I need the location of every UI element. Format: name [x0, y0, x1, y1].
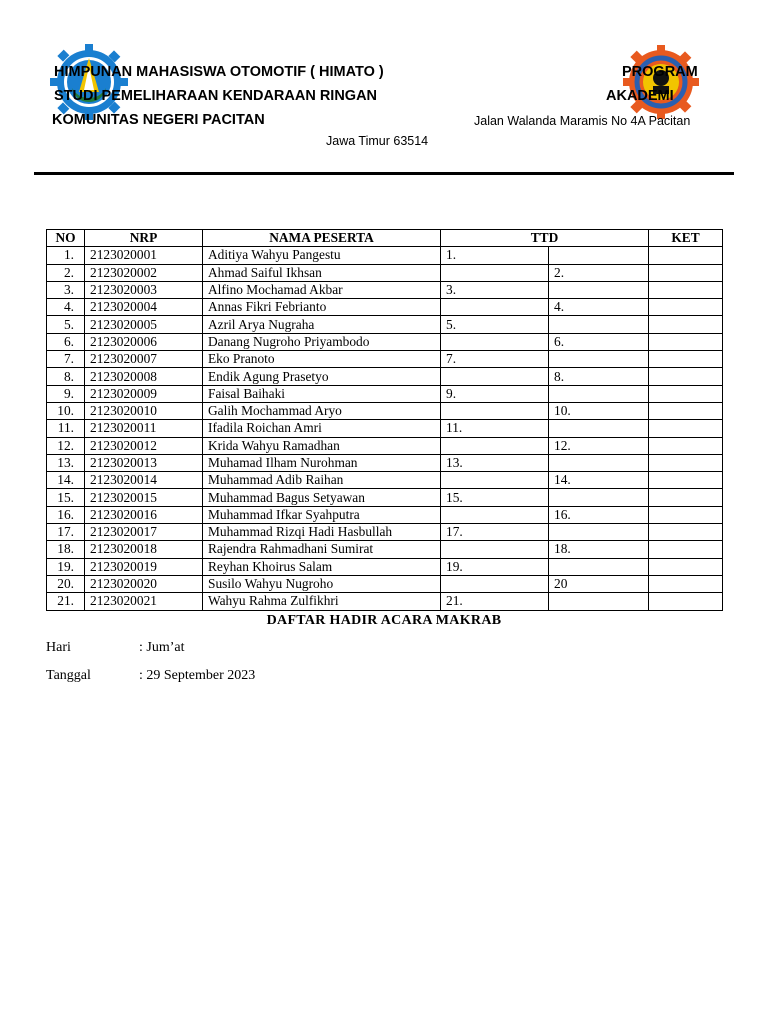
row-ket	[649, 420, 723, 437]
row-signature-right	[549, 281, 649, 298]
header-address-line2: Jawa Timur 63514	[326, 134, 429, 148]
campus-logo	[50, 44, 128, 120]
row-number: 3.	[47, 281, 85, 298]
row-signature-left	[441, 299, 549, 316]
table-row	[47, 472, 723, 489]
row-number: 5.	[47, 316, 85, 333]
row-signature-left	[441, 472, 549, 489]
row-signature-left: 11.	[441, 420, 549, 437]
row-ket	[649, 575, 723, 592]
table-row	[47, 454, 723, 471]
header-line2-right: AKADEMI	[606, 88, 674, 104]
row-ket	[649, 454, 723, 471]
column-header-ket: KET	[649, 230, 723, 247]
row-signature-left: 7.	[441, 351, 549, 368]
row-signature-right: 10.	[549, 402, 649, 419]
row-ket	[649, 437, 723, 454]
row-number: 13.	[47, 454, 85, 471]
row-signature-left: 17.	[441, 524, 549, 541]
row-number: 1.	[47, 247, 85, 264]
row-signature-right	[549, 593, 649, 610]
row-name: Azril Arya Nugraha	[203, 316, 441, 333]
row-ket	[649, 558, 723, 575]
row-nrp: 2123020018	[85, 541, 203, 558]
table-row	[47, 575, 723, 592]
row-ket	[649, 316, 723, 333]
row-number: 11.	[47, 420, 85, 437]
row-signature-right: 4.	[549, 299, 649, 316]
row-signature-left	[441, 368, 549, 385]
document-title: DAFTAR HADIR ACARA MAKRAB	[266, 613, 502, 628]
row-signature-right	[549, 420, 649, 437]
row-nrp: 2123020013	[85, 454, 203, 471]
row-signature-right: 8.	[549, 368, 649, 385]
row-number: 21.	[47, 593, 85, 610]
row-nrp: 2123020019	[85, 558, 203, 575]
table-row	[47, 316, 723, 333]
row-nrp: 2123020015	[85, 489, 203, 506]
row-nrp: 2123020004	[85, 299, 203, 316]
row-name: Rajendra Rahmadhani Sumirat	[203, 541, 441, 558]
row-signature-right	[549, 316, 649, 333]
date-label: Tanggal	[46, 668, 91, 683]
row-signature-left	[441, 575, 549, 592]
row-ket	[649, 524, 723, 541]
attendance-table	[46, 229, 723, 611]
column-header-name: NAMA PESERTA	[203, 230, 441, 247]
row-nrp: 2123020009	[85, 385, 203, 402]
row-signature-left	[441, 541, 549, 558]
row-name: Muhammad Adib Raihan	[203, 472, 441, 489]
row-signature-left	[441, 437, 549, 454]
row-signature-left	[441, 506, 549, 523]
table-row	[47, 437, 723, 454]
row-signature-left: 5.	[441, 316, 549, 333]
row-name: Reyhan Khoirus Salam	[203, 558, 441, 575]
header-address: Jalan Walanda Maramis No 4A Pacitan	[474, 114, 691, 128]
row-nrp: 2123020008	[85, 368, 203, 385]
row-nrp: 2123020001	[85, 247, 203, 264]
table-row	[47, 333, 723, 350]
table-row	[47, 524, 723, 541]
table-row	[47, 489, 723, 506]
row-ket	[649, 506, 723, 523]
row-nrp: 2123020010	[85, 402, 203, 419]
header-line2-left: STUDI PEMELIHARAAN KENDARAAN RINGAN	[54, 88, 378, 104]
row-number: 12.	[47, 437, 85, 454]
row-number: 14.	[47, 472, 85, 489]
row-signature-left: 21.	[441, 593, 549, 610]
row-nrp: 2123020021	[85, 593, 203, 610]
row-number: 8.	[47, 368, 85, 385]
row-ket	[649, 402, 723, 419]
row-ket	[649, 472, 723, 489]
row-name: Galih Mochammad Aryo	[203, 402, 441, 419]
row-signature-left: 3.	[441, 281, 549, 298]
table-row	[47, 402, 723, 419]
row-name: Muhammad Rizqi Hadi Hasbullah	[203, 524, 441, 541]
row-ket	[649, 489, 723, 506]
row-name: Krida Wahyu Ramadhan	[203, 437, 441, 454]
table-row	[47, 281, 723, 298]
row-signature-right	[549, 247, 649, 264]
table-row	[47, 558, 723, 575]
row-signature-right: 6.	[549, 333, 649, 350]
row-signature-right: 12.	[549, 437, 649, 454]
row-number: 10.	[47, 402, 85, 419]
row-signature-right	[549, 385, 649, 402]
row-signature-right: 14.	[549, 472, 649, 489]
table-row	[47, 506, 723, 523]
row-name: Susilo Wahyu Nugroho	[203, 575, 441, 592]
row-name: Annas Fikri Febrianto	[203, 299, 441, 316]
row-nrp: 2123020011	[85, 420, 203, 437]
day-value: : Jum’at	[139, 640, 185, 655]
day-label: Hari	[46, 640, 71, 655]
table-row	[47, 264, 723, 281]
row-signature-right	[549, 558, 649, 575]
row-name: Muhammad Ifkar Syahputra	[203, 506, 441, 523]
table-row	[47, 351, 723, 368]
row-ket	[649, 299, 723, 316]
row-signature-right	[549, 524, 649, 541]
row-nrp: 2123020005	[85, 316, 203, 333]
table-row	[47, 385, 723, 402]
row-nrp: 2123020014	[85, 472, 203, 489]
table-body	[47, 247, 723, 610]
row-signature-right: 18.	[549, 541, 649, 558]
row-number: 6.	[47, 333, 85, 350]
row-signature-left: 1.	[441, 247, 549, 264]
row-ket	[649, 264, 723, 281]
row-signature-left	[441, 264, 549, 281]
table-row	[47, 541, 723, 558]
row-number: 7.	[47, 351, 85, 368]
header-line3-left: KOMUNITAS NEGERI PACITAN	[52, 112, 265, 128]
row-ket	[649, 385, 723, 402]
row-ket	[649, 281, 723, 298]
row-ket	[649, 247, 723, 264]
table-row	[47, 420, 723, 437]
row-nrp: 2123020006	[85, 333, 203, 350]
row-number: 16.	[47, 506, 85, 523]
header-divider	[34, 172, 734, 175]
row-name: Ahmad Saiful Ikhsan	[203, 264, 441, 281]
row-nrp: 2123020017	[85, 524, 203, 541]
row-signature-right: 16.	[549, 506, 649, 523]
row-nrp: 2123020016	[85, 506, 203, 523]
row-name: Ifadila Roichan Amri	[203, 420, 441, 437]
row-name: Eko Pranoto	[203, 351, 441, 368]
column-header-nrp: NRP	[85, 230, 203, 247]
row-signature-left: 15.	[441, 489, 549, 506]
himato-logo	[620, 44, 702, 120]
row-signature-right	[549, 454, 649, 471]
row-name: Muhammad Bagus Setyawan	[203, 489, 441, 506]
row-signature-left: 9.	[441, 385, 549, 402]
row-signature-left: 13.	[441, 454, 549, 471]
row-number: 15.	[47, 489, 85, 506]
row-name: Faisal Baihaki	[203, 385, 441, 402]
row-signature-right	[549, 489, 649, 506]
row-ket	[649, 541, 723, 558]
row-number: 4.	[47, 299, 85, 316]
row-number: 18.	[47, 541, 85, 558]
row-signature-left	[441, 402, 549, 419]
row-name: Aditiya Wahyu Pangestu	[203, 247, 441, 264]
table-row	[47, 247, 723, 264]
table-row	[47, 593, 723, 610]
row-signature-right: 2.	[549, 264, 649, 281]
row-signature-right: 20	[549, 575, 649, 592]
row-signature-left: 19.	[441, 558, 549, 575]
row-number: 17.	[47, 524, 85, 541]
row-nrp: 2123020020	[85, 575, 203, 592]
row-name: Wahyu Rahma Zulfikhri	[203, 593, 441, 610]
row-number: 2.	[47, 264, 85, 281]
row-name: Endik Agung Prasetyo	[203, 368, 441, 385]
column-header-ttd: TTD	[441, 230, 649, 247]
row-number: 20.	[47, 575, 85, 592]
header-line1-left: HIMPUNAN MAHASISWA OTOMOTIF ( HIMATO )	[54, 64, 384, 80]
row-name: Muhamad Ilham Nurohman	[203, 454, 441, 471]
header-line1-right: PROGRAM	[622, 64, 698, 80]
row-signature-right	[549, 351, 649, 368]
date-value: : 29 September 2023	[139, 668, 256, 683]
row-name: Danang Nugroho Priyambodo	[203, 333, 441, 350]
row-ket	[649, 368, 723, 385]
row-nrp: 2123020003	[85, 281, 203, 298]
table-header-row	[47, 230, 723, 247]
row-nrp: 2123020002	[85, 264, 203, 281]
table-row	[47, 299, 723, 316]
row-nrp: 2123020007	[85, 351, 203, 368]
table-row	[47, 368, 723, 385]
row-number: 9.	[47, 385, 85, 402]
row-ket	[649, 351, 723, 368]
row-ket	[649, 333, 723, 350]
row-nrp: 2123020012	[85, 437, 203, 454]
row-ket	[649, 593, 723, 610]
row-signature-left	[441, 333, 549, 350]
row-name: Alfino Mochamad Akbar	[203, 281, 441, 298]
row-number: 19.	[47, 558, 85, 575]
column-header-no: NO	[47, 230, 85, 247]
